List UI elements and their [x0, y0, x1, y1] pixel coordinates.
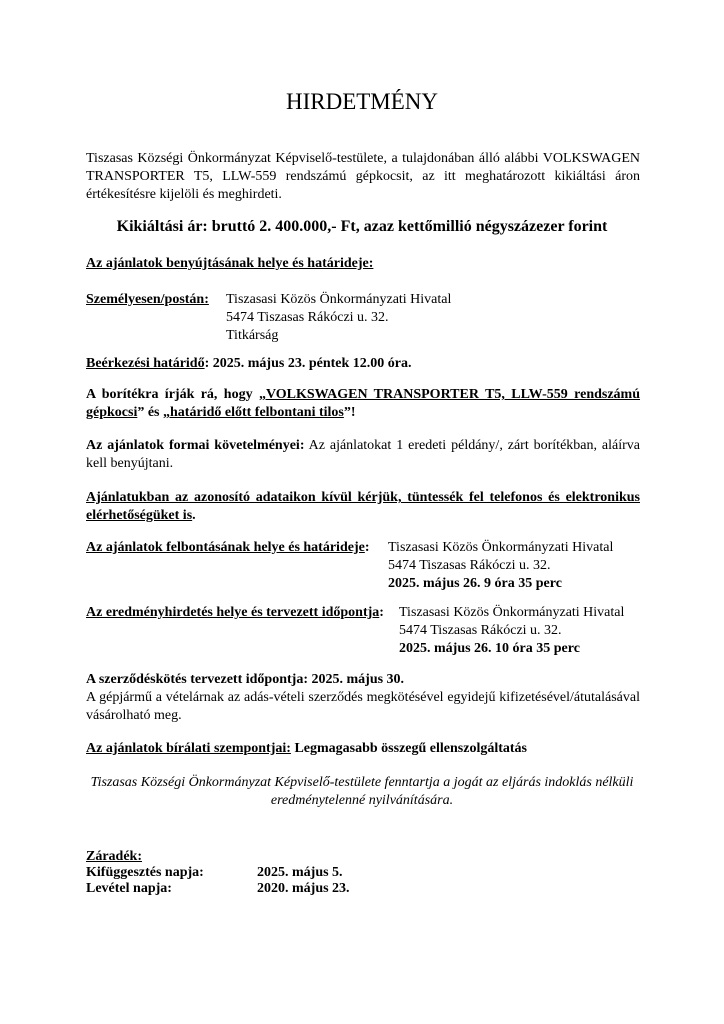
- opening-label: Az ajánlatok felbontásának helye és határideje: [86, 540, 365, 555]
- envelope-suffix: ”!: [343, 405, 356, 420]
- intro-paragraph: Tiszasas Községi Önkormányzat Képviselő-testülete, a tulajdonában álló alábbi VOLKSWAGEN TRANSPORTER T5, LLW-559 rendszámú gépkocsit, az itt meghatározott kikiáltási áron értékesítésre kijelöli és meghirdeti.: [86, 151, 640, 202]
- price-line: Kikiáltási ár: bruttó 2. 400.000,- Ft, azaz kettőmillió négyszázezer forint: [116, 218, 608, 235]
- result-label: Az eredményhirdetés helye és tervezett időpontja: [86, 605, 380, 620]
- deadline-label: Beérkezési határidő: [86, 356, 205, 371]
- page-title: HIRDETMÉNY: [285, 89, 439, 114]
- formal-label: Az ajánlatok formai követelményei:: [86, 438, 305, 453]
- opening-colon: :: [364, 540, 370, 555]
- envelope-prefix: A borítékra írják rá, hogy: [86, 387, 259, 402]
- contact-note-end: .: [192, 508, 196, 523]
- opening-heading: [86, 539, 370, 557]
- personal-office: Tiszasasi Közös Önkormányzati Hivatal: [226, 292, 452, 307]
- envelope-instruction: [86, 386, 640, 422]
- personal-address: 5474 Tiszasas Rákóczi u. 32.: [226, 310, 389, 325]
- envelope-mid: ” és: [137, 405, 164, 420]
- envelope-quote-vehicle: „VOLKSWAGEN TRANSPORTER T5, LLW-559 rendszámú gépkocsi: [86, 387, 641, 420]
- formal-text: Az ajánlatokat 1 eredeti példány/, zárt borítékban, aláírva kell benyújtani.: [86, 438, 641, 471]
- reservation-note: Tiszasas Községi Önkormányzat Képviselő-testülete fenntartja a jogát az eljárás indoklás nélküli eredménytelenné nyilvánítására.: [90, 775, 634, 808]
- result-datetime: 2025. május 26. 10 óra 35 perc: [399, 641, 580, 656]
- contact-note: [86, 489, 640, 525]
- submission-heading: Az ajánlatok benyújtásának helye és határideje:: [86, 256, 374, 271]
- opening-office: Tiszasasi Közös Önkormányzati Hivatal: [388, 540, 614, 555]
- deadline-value: : 2025. május 23. péntek 12.00 óra.: [204, 356, 412, 371]
- result-address: 5474 Tiszasas Rákóczi u. 32.: [399, 623, 562, 638]
- closing-label: Záradék:: [86, 849, 142, 864]
- criteria-value: Legmagasabb összegű ellenszolgáltatás: [290, 741, 527, 756]
- personal-label: Személyesen/postán:: [86, 292, 209, 307]
- posted-label: Kifüggesztés napja:: [86, 865, 204, 880]
- result-office: Tiszasasi Közös Önkormányzati Hivatal: [399, 605, 625, 620]
- opening-address: 5474 Tiszasas Rákóczi u. 32.: [388, 558, 551, 573]
- evaluation-criteria: [86, 740, 527, 758]
- removed-date: 2020. május 23.: [257, 881, 350, 896]
- posted-date: 2025. május 5.: [257, 865, 343, 880]
- result-heading: [86, 604, 384, 622]
- result-block: [86, 604, 646, 660]
- contract-date: A szerződéskötés tervezett időpontja: 2025. május 30.: [86, 672, 405, 687]
- deadline-line: [86, 355, 411, 373]
- opening-datetime: 2025. május 26. 9 óra 35 perc: [388, 576, 562, 591]
- personal-submission-block: [86, 291, 646, 347]
- removed-label: Levétel napja:: [86, 881, 172, 896]
- formal-requirements: [86, 437, 640, 473]
- envelope-quote-warning: „határidő előtt felbontani tilos: [163, 405, 344, 420]
- closing-block: [86, 848, 486, 908]
- personal-department: Titkárság: [226, 328, 279, 343]
- opening-block: [86, 539, 646, 595]
- contact-note-text: Ajánlatukban az azonosító adataikon kívül kérjük, tüntessék fel telefonos és elektronikus elérhetőségüket is: [86, 490, 640, 523]
- result-colon: :: [379, 605, 384, 620]
- criteria-label: Az ajánlatok bírálati szempontjai:: [86, 741, 291, 756]
- payment-terms: A gépjármű a vételárnak az adás-vételi szerződés megkötésével egyidejű kifizetésével/átutalásával vásárolható meg.: [86, 690, 640, 723]
